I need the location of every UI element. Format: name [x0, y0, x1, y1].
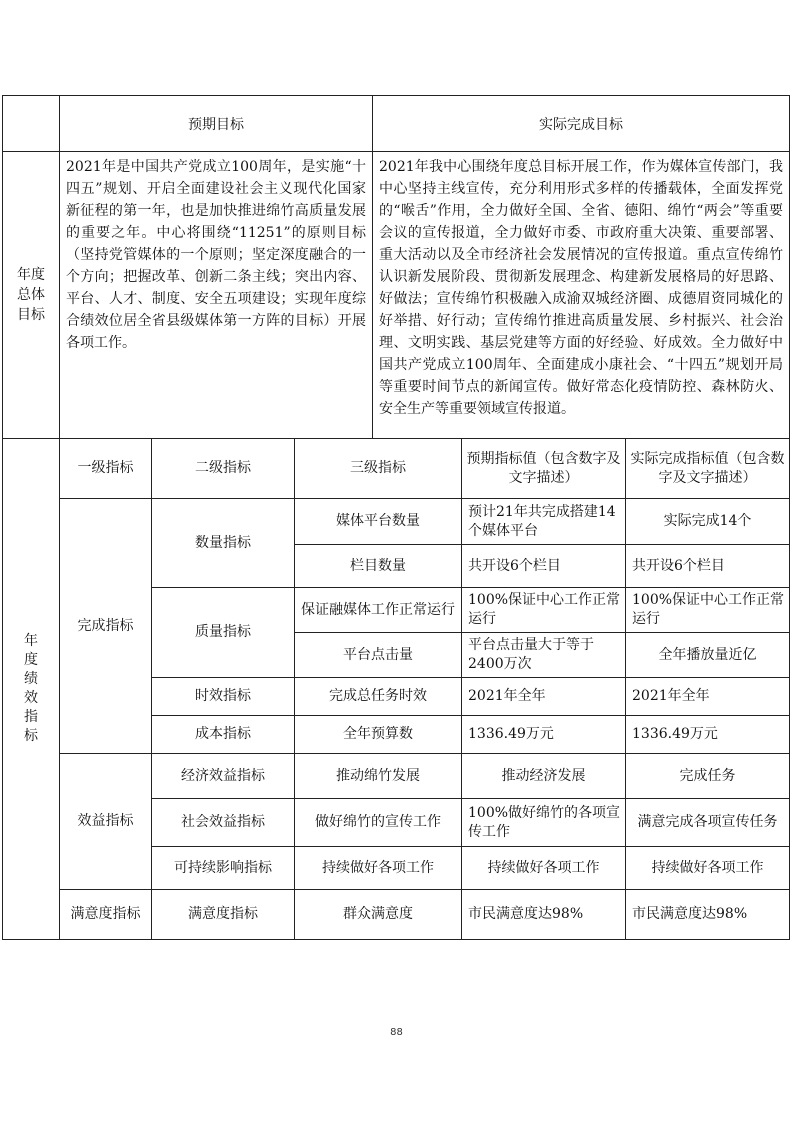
actual-value-header: 实际完成指标值（包含数字及文字描述） — [626, 439, 790, 499]
expected-cell: 平台点击量大于等于2400万次 — [462, 633, 626, 678]
actual-cell: 2021年全年 — [626, 678, 790, 716]
page-number: 88 — [390, 1027, 403, 1038]
cost-indicator: 成本指标 — [152, 716, 295, 754]
table-row — [3, 499, 790, 545]
annual-performance-label: 年 度 绩 效 指 标 — [3, 439, 60, 940]
actual-cell: 市民满意度达98% — [626, 890, 790, 940]
actual-cell: 共开设6个栏目 — [626, 545, 790, 588]
sustainable-indicator: 可持续影响指标 — [152, 847, 295, 890]
level3-cell: 做好绵竹的宣传工作 — [295, 799, 462, 847]
level3-cell: 媒体平台数量 — [295, 499, 462, 545]
level1-header: 一级指标 — [60, 439, 152, 499]
actual-goal-text: 2021年我中心围绕年度总目标开展工作，作为媒体宣传部门，我中心坚持主线宣传，充分利用形式多样的传播载体，全面发挥党的“喉舌”作用，全力做好全国、全省、德阳、绵竹“两会”等重要会议的宣传报道，全力做好市委、市政府重大决策、重要部署、重大活动以及全市经济社会发展情况的宣传报道。重点宣传绵竹认识新发展阶段、贯彻新发展理念、构建新发展格局的好思路、好做法；宣传绵竹积极融入成渝双城经济圈、成德眉资同城化的好举措、好行动；宣传绵竹推进高质量发展、乡村振兴、社会治理、文明实践、基层党建等方面的好经验、好成效。全力做好中国共产党成立100周年、全面建成小康社会、“十四五”规划开局等重要时间节点的新闻宣传。做好常态化疫情防控、森林防火、安全生产等重要领域宣传报道。 — [373, 152, 790, 439]
expected-goal-header: 预期目标 — [60, 96, 373, 152]
expected-cell: 市民满意度达98% — [462, 890, 626, 940]
overall-goal-row — [3, 152, 790, 439]
level3-cell: 保证融媒体工作正常运行 — [295, 588, 462, 633]
table-row — [3, 890, 790, 940]
expected-cell: 100%保证中心工作正常运行 — [462, 588, 626, 633]
actual-cell: 满意完成各项宣传任务 — [626, 799, 790, 847]
level3-cell: 持续做好各项工作 — [295, 847, 462, 890]
expected-cell: 共开设6个栏目 — [462, 545, 626, 588]
perf-header-row — [3, 439, 790, 499]
expected-cell: 100%做好绵竹的各项宣传工作 — [462, 799, 626, 847]
level3-cell: 群众满意度 — [295, 890, 462, 940]
expected-cell: 预计21年共完成搭建14个媒体平台 — [462, 499, 626, 545]
actual-cell: 全年播放量近亿 — [626, 633, 790, 678]
actual-cell: 100%保证中心工作正常运行 — [626, 588, 790, 633]
actual-cell: 持续做好各项工作 — [626, 847, 790, 890]
actual-cell: 完成任务 — [626, 754, 790, 799]
economic-indicator: 经济效益指标 — [152, 754, 295, 799]
expected-cell: 2021年全年 — [462, 678, 626, 716]
expected-goal-text: 2021年是中国共产党成立100周年，是实施“十四五”规划、开启全面建设社会主义现代化国家新征程的第一年，也是加快推进绵竹高质量发展的重要之年。中心将围绕“11251”的原则目标（坚持党管媒体的一个原则；坚定深度融合的一个方向；把握改革、创新二条主线；突出内容、平台、人才、制度、安全五项建设；实现年度综合绩效位居全省县级媒体第一方阵的目标）开展各项工作。 — [60, 152, 373, 439]
overall-goal-table — [2, 95, 790, 439]
expected-value-header: 预期指标值（包含数字及文字描述） — [462, 439, 626, 499]
satisfaction-level2: 满意度指标 — [152, 890, 295, 940]
completion-indicator: 完成指标 — [60, 499, 152, 754]
overall-goal-label: 年度 总体 目标 — [3, 152, 60, 439]
social-indicator: 社会效益指标 — [152, 799, 295, 847]
corner-cell — [3, 96, 60, 152]
actual-goal-header: 实际完成目标 — [373, 96, 790, 152]
level3-cell: 完成总任务时效 — [295, 678, 462, 716]
timeliness-indicator: 时效指标 — [152, 678, 295, 716]
actual-cell: 实际完成14个 — [626, 499, 790, 545]
expected-cell: 推动经济发展 — [462, 754, 626, 799]
quality-indicator: 质量指标 — [152, 588, 295, 678]
level3-cell: 栏目数量 — [295, 545, 462, 588]
level3-cell: 全年预算数 — [295, 716, 462, 754]
quantity-indicator: 数量指标 — [152, 499, 295, 588]
performance-indicator-table — [2, 438, 790, 940]
level3-header: 三级指标 — [295, 439, 462, 499]
benefit-indicator: 效益指标 — [60, 754, 152, 890]
level3-cell: 推动绵竹发展 — [295, 754, 462, 799]
overall-goal-header-row — [3, 96, 790, 152]
level3-cell: 平台点击量 — [295, 633, 462, 678]
actual-cell: 1336.49万元 — [626, 716, 790, 754]
expected-cell: 持续做好各项工作 — [462, 847, 626, 890]
level2-header: 二级指标 — [152, 439, 295, 499]
table-row — [3, 754, 790, 799]
expected-cell: 1336.49万元 — [462, 716, 626, 754]
satisfaction-indicator: 满意度指标 — [60, 890, 152, 940]
